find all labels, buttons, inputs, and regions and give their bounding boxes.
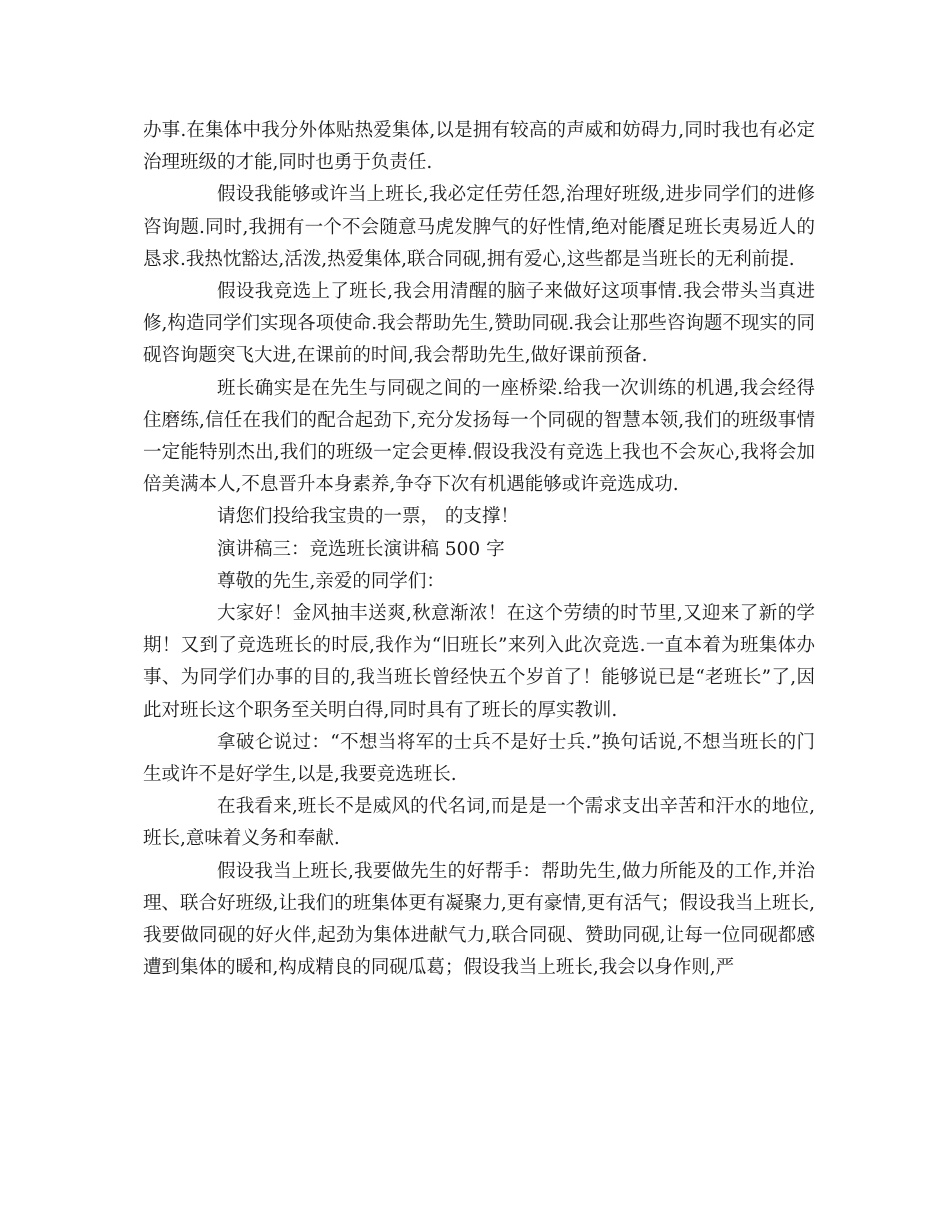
paragraph-1: 办事.在集体中我分外体贴热爱集体,以是拥有较高的声威和妨碍力,同时我也有必定治理班级的才能,同时也勇于负责任. xyxy=(143,120,815,174)
salutation: 尊敬的先生,亲爱的同学们： xyxy=(217,570,445,592)
paragraph-9: 拿破仑说过：“不想当将军的士兵不是好士兵.”换句话说,不想当班长的门生或许不是好学生,以是,我要竞选班长. xyxy=(143,731,815,786)
paragraph-4: 班长确实是在先生与同砚之间的一座桥梁.给我一次训练的机遇,我会经得住磨练,信任在我们的配合起劲下,充分发扬每一个同砚的智慧本领,我们的班级事情一定能特别杰出,我们的班级一定会更棒.假设我没有竞选上我也不会灰心,我将会加倍美满本人,不息晋升本身素养,争夺下次有机遇能够或许竞选成功. xyxy=(143,377,815,496)
paragraph-5: 请您们投给我宝贵的一票， 的支撑！ xyxy=(217,506,519,528)
paragraph-10: 在我看来,班长不是威风的代名词,而是是一个需求支出辛苦和汗水的地位,班长,意味着义务和奉献. xyxy=(143,796,815,850)
paragraph-2: 假设我能够或许当上班长,我必定任劳任怨,治理好班级,进步同学们的进修咨询题.同时,我拥有一个不会随意马虎发脾气的好性情,绝对能餍足班长夷易近人的恳求.我热忱豁达,活泼,热爱集体,联合同砚,拥有爱心,这些都是当班长的无利前提. xyxy=(143,184,815,270)
document-body xyxy=(143,115,815,984)
paragraph-3: 假设我竞选上了班长,我会用清醒的脑子来做好这项事情.我会带头当真进修,构造同学们实现各项使命.我会帮助先生,赞助同砚.我会让那些咨询题不现实的同砚咨询题突飞大进,在课前的时间,我会帮助先生,做好课前预备. xyxy=(143,281,815,367)
paragraph-8: 大家好！金风抽丰送爽,秋意渐浓！在这个劳绩的时节里,又迎来了新的学期！又到了竞选班长的时辰,我作为“旧班长”来列入此次竞选.一直本着为班集体办事、为同学们办事的目的,我当班长曾经快五个岁首了！能够说已是“老班长”了,因此对班长这个职务至关明白得,同时具有了班长的厚实教训. xyxy=(143,603,815,721)
paragraph-11: 假设我当上班长,我要做先生的好帮手：帮助先生,做力所能及的工作,并治理、联合好班级,让我们的班集体更有凝聚力,更有豪情,更有活气；假设我当上班长,我要做同砚的好火伴,起劲为集体进献气力,联合同砚、赞助同砚,让每一位同砚都感遭到集体的暖和,构成精良的同砚瓜葛；假设我当上班长,我会以身作则,严 xyxy=(143,860,815,979)
section-heading: 演讲稿三：竞选班长演讲稿 500 字 xyxy=(217,538,505,560)
